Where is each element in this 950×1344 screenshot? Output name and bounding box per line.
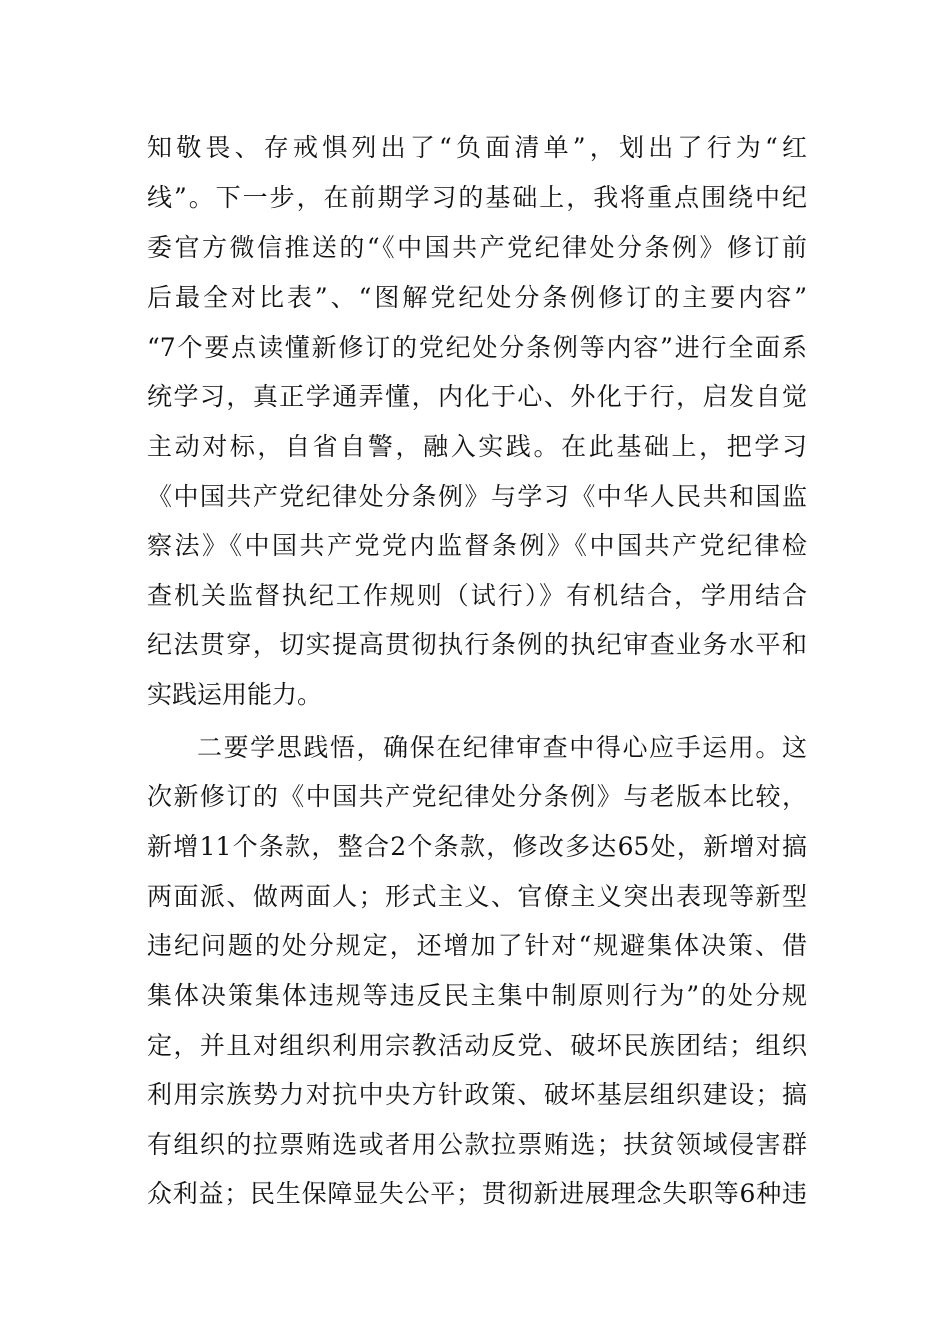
paragraph-2-line-8: 利用宗族势力对抗中央方针政策、破坏基层组织建设；搞 xyxy=(147,1080,807,1109)
paragraph-1-line-7: 主动对标，自省自警，融入实践。在此基础上，把学习 xyxy=(147,432,807,461)
paragraph-1-line-12: 实践运用能力。 xyxy=(147,680,323,709)
paragraph-1-line-9: 察法》《中国共产党党内监督条例》《中国共产党纪律检 xyxy=(147,531,807,560)
paragraph-2-line-10: 众利益；民生保障显失公平；贯彻新进展理念失职等6种违 xyxy=(147,1179,807,1208)
paragraph-2-line-1: 二要学思践悟，确保在纪律审查中得心应手运用。这 xyxy=(197,733,807,762)
paragraph-1-line-10: 查机关监督执纪工作规则（试行）》有机结合，学用结合 xyxy=(147,581,807,610)
paragraph-2-line-7: 定，并且对组织利用宗教活动反党、破坏民族团结；组织 xyxy=(147,1031,807,1060)
paragraph-2-line-4: 两面派、做两面人；形式主义、官僚主义突出表现等新型 xyxy=(147,882,807,911)
paragraph-1-line-3: 委官方微信推送的“《中国共产党纪律处分条例》修订前 xyxy=(147,233,807,262)
paragraph-1-line-5: “7个要点读懂新修订的党纪处分条例等内容”进行全面系 xyxy=(147,333,807,362)
paragraph-2-line-6: 集体决策集体违规等违反民主集中制原则行为”的处分规 xyxy=(147,981,807,1010)
paragraph-1-line-2: 线”。下一步，在前期学习的基础上，我将重点围绕中纪 xyxy=(147,183,807,212)
paragraph-2-line-3: 新增11个条款，整合2个条款，修改多达65处，新增对搞 xyxy=(147,832,807,861)
paragraph-1-line-11: 纪法贯穿，切实提高贯彻执行条例的执纪审查业务水平和 xyxy=(147,630,807,659)
paragraph-1-line-8: 《中国共产党纪律处分条例》与学习《中华人民共和国监 xyxy=(147,482,807,511)
paragraph-2-line-5: 违纪问题的处分规定，还增加了针对“规避集体决策、借 xyxy=(147,931,807,960)
paragraph-1-line-1: 知敬畏、存戒惧列出了“负面清单”，划出了行为“红 xyxy=(147,133,807,162)
paragraph-2-line-2: 次新修订的《中国共产党纪律处分条例》与老版本比较， xyxy=(147,782,807,811)
paragraph-1-line-4: 后最全对比表”、“图解党纪处分条例修订的主要内容” xyxy=(147,283,807,312)
paragraph-2-line-9: 有组织的拉票贿选或者用公款拉票贿选；扶贫领域侵害群 xyxy=(147,1130,807,1159)
paragraph-1-line-6: 统学习，真正学通弄懂，内化于心、外化于行，启发自觉 xyxy=(147,382,807,411)
